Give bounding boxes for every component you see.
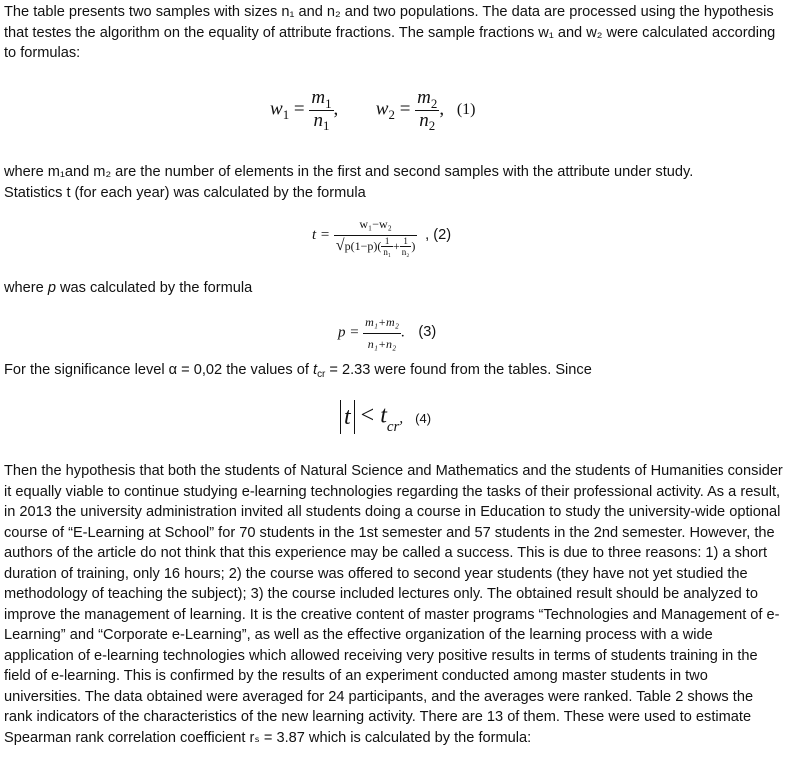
p-lhs: p = bbox=[338, 324, 360, 341]
paragraph-where-p: where p was calculated by the formula bbox=[4, 280, 253, 296]
w2-lhs: w bbox=[375, 98, 389, 120]
paragraph-hypothesis: Then the hypothesis that both the students of Natural Science and Mathematics and the students of Humanities consider it equally viable to continue studying e-learning technologies regarding the tasks of their professional activity. As a result, in 2013 the university administration invited all students doing a course in Education to study the university-wide optional course of “E-Learning at School” for 70 students in the 1st semester and 57 students in the 2nd semester. However, the authors of the article do not think that this experience may be called a success. This is due to three reasons: 1) a short duration of training, only 16 hours; 2) the course was offered to second year students (they have not yet studied the methodology of teaching the subject); 3) the course included lectures only. The obtained result should be analyzed to improve the management of learning. It is the creative content of master programs “Technologies and Management of e-Learning” and “Corporate e-Learning”, as well as the effective organization of the learning process with a wide application of e-learning technologies which allowed receiving very positive results in terms of students training in the field of e-learning. This is confirmed by the results of an experiment conducted among master students in two universities. The data obtained were averaged for 24 participants, and the averages were ranked. Table 2 shows the rank indicators of the characteristics of the new learning activity. There are 13 of them. These were used to estimate Spearman rank correlation coefficient rₛ = 3.87 which is calculated by the formula: bbox=[4, 463, 783, 746]
equation-4-label: (4) bbox=[415, 410, 432, 426]
paragraph-intro: The table presents two samples with sizes n₁ and n₂ and two populations. The data are processed using the hypothesis that testes the algorithm on the equality of attribute fractions. The sample fractions w₁ and w₂ were calculated according to formulas: bbox=[4, 4, 776, 61]
w1-fraction: $\frac{m_1}{n_1}$ bbox=[311, 87, 332, 134]
w1-lhs: w bbox=[270, 98, 283, 120]
equation-3: p = $\frac{\text{m₁+m₂}}{\text{n₁+n₂}}$ . (3) bbox=[338, 312, 436, 354]
p-fraction: $\frac{\text{m₁+m₂}}{\text{n₁+n₂}}$ bbox=[363, 312, 401, 354]
w2-fraction: $\frac{m_2}{n_2}$ bbox=[417, 87, 438, 134]
equation-4: $t < t_{cr}$, (4) bbox=[340, 400, 431, 434]
less-than: < bbox=[360, 402, 375, 429]
equation-3-label: (3) bbox=[418, 324, 437, 341]
abs-t: t bbox=[344, 404, 351, 430]
t-lhs: t = bbox=[312, 227, 331, 244]
paragraph-significance: For the significance level α = 0,02 the values of $t_{cr} = 2.33$ were found from the tables. Since bbox=[4, 362, 592, 381]
paragraph-where-m: where m₁and m₂ are the number of elements in the first and second samples with the attribute under study. Statistics t (for each year) was calculated by the formula bbox=[4, 164, 694, 201]
t-fraction: w₁−w₂ √p(1−p)( $\frac{1}{\text{n₁}}$ + $\frac{1}{\text{n₂}}$ ) bbox=[335, 217, 416, 258]
w2-lhs-sub: 2 bbox=[388, 106, 395, 122]
w1-lhs-sub: 1 bbox=[282, 106, 290, 122]
equation-2 bbox=[312, 214, 451, 257]
equation-1: $w_1$ = $\frac{m_1}{n_1}$ , $w_2$ = $\frac{m_2}{n_2}$ , (1) bbox=[270, 87, 476, 134]
equation-1-label: (1) bbox=[456, 101, 476, 119]
equation-2-label: , (2) bbox=[425, 227, 452, 244]
